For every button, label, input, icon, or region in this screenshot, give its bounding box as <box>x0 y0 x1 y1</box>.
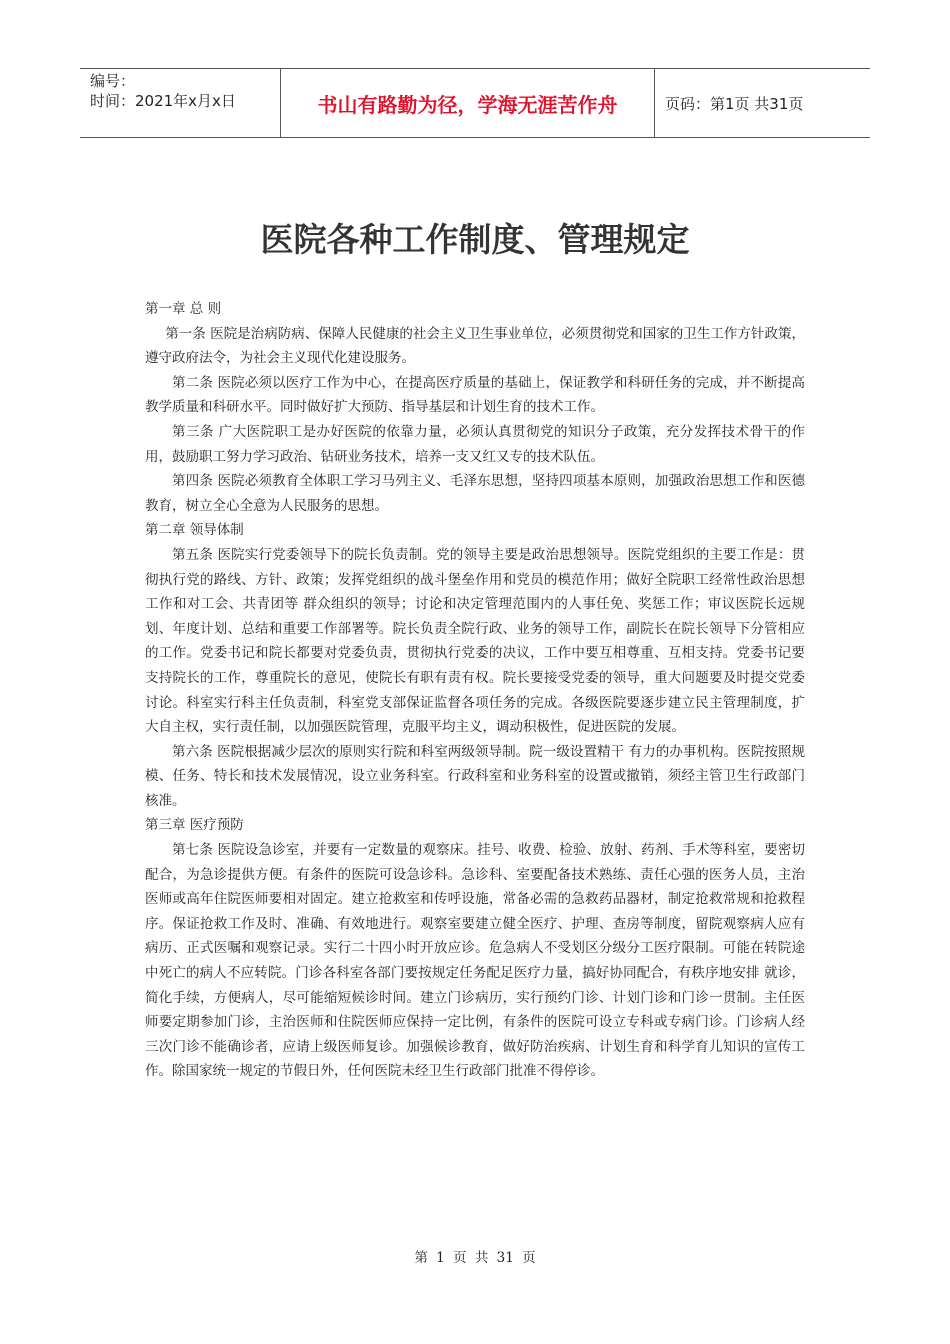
article-paragraph: 第七条 医院设急诊室，并要有一定数量的观察床。挂号、收费、检验、放射、药剂、手术等科室，要密切配合，为急诊提供方便。有条件的医院可设急诊科。急诊科、室要配备技术熟练、责任心强的医务人员，主治医师或高年住院医师要相对固定。建立抢救室和传呼设施，常备必需的急救药品器材，制定抢救常规和抢救程序。保证抢救工作及时、准确、有效地进行。观察室要建立健全医疗、护理、查房等制度，留院观察病人应有病历、正式医嘱和观察记录。实行二十四小时开放应诊。危急病人不受划区分级分工医疗限制。可能在转院途中死亡的病人不应转院。门诊各科室各部门要按规定任务配足医疗力量，搞好协同配合，有秩序地安排 就诊，简化手续，方便病人，尽可能缩短候诊时间。建立门诊病历，实行预约门诊、计划门诊和门诊一贯制。主任医师要定期参加门诊，主治医师和住院医师应保持一定比例，有条件的医院可设立专科或专病门诊。门诊病人经三次门诊不能确诊者，应请上级医师复诊。加强候诊教育，做好防治疾病、计划生育和科学育儿知识的宣传工作。除国家统一规定的节假日外，任何医院未经卫生行政部门批准不得停诊。 <box>145 842 805 1080</box>
article-paragraph: 第一条 医院是治病防病、保障人民健康的社会主义卫生事业单位，必须贯彻党和国家的卫生工作方针政策，遵守政府法令，为社会主义现代化建设服务。 <box>145 325 805 367</box>
article-paragraph: 第二条 医院必须以医疗工作为中心，在提高医疗质量的基础上，保证教学和科研任务的完成，并不断提高教学质量和科研水平。同时做好扩大预防、指导基层和计划生育的技术工作。 <box>145 374 805 416</box>
header-meta <box>80 69 281 137</box>
article-paragraph: 第六条 医院根据减少层次的原则实行院和科室两级领导制。院一级设置精干 有力的办事机构。医院按照规模、任务、特长和技术发展情况，设立业务科室。行政科室和业务科室的设置或撤销，须经主管卫生行政部门核准。 <box>145 743 805 809</box>
document-title: 医院各种工作制度、管理规定 <box>260 220 690 259</box>
time-label: 时间：2021年x月x日 <box>90 92 236 110</box>
article-paragraph: 第四条 医院必须教育全体职工学习马列主义、毛泽东思想，坚持四项基本原则，加强政治思想工作和医德教育，树立全心全意为人民服务的思想。 <box>145 473 805 514</box>
article-paragraph: 第三条 广大医院职工是办好医院的依靠力量，必须认真贯彻党的知识分子政策，充分发挥技术骨干的作用，鼓励职工努力学习政治、钻研业务技术，培养一支又红又专的技术队伍。 <box>145 423 805 465</box>
number-label: 编号： <box>90 72 136 90</box>
document-body <box>145 297 805 1084</box>
page-footer: 第 1 页 共 31 页 <box>414 1250 536 1266</box>
header-page-info: 页码：第1页 共31页 <box>665 94 804 113</box>
chapter-heading: 第三章 医疗预防 <box>145 817 244 834</box>
page-header <box>80 68 870 138</box>
header-motto: 书山有路勤为径，学海无涯苦作舟 <box>281 69 655 137</box>
chapter-heading: 第二章 领导体制 <box>145 522 244 539</box>
chapter-heading: 第一章 总 则 <box>145 301 222 317</box>
article-paragraph: 第五条 医院实行党委领导下的院长负责制。党的领导主要是政治思想领导。医院党组织的主要工作是：贯彻执行党的路线、方针、政策；发挥党组织的战斗堡垒作用和党员的模范作用；做好全院职工经常性政治思想工作和对工会、共青团等 群众组织的领导；讨论和决定管理范围内的人事任免、奖惩工作；审议医院长远规划、年度计划、总结和重要工作部署等。院长负责全院行政、业务的领导工作，副院长在院长领导下分管相应的工作。党委书记和院长都要对党委负责，贯彻执行党委的决议，工作中要互相尊重、互相支持。党委书记要支持院长的工作，尊重院长的意见，使院长有职有责有权。院长要接受党委的领导，重大问题要及时提交党委讨论。科室实行科主任负责制，科室党支部保证监督各项任务的完成。各级医院要逐步建立民主管理制度，扩大自主权，实行责任制，以加强医院管理，克服平均主义，调动积极性，促进医院的发展。 <box>145 546 805 736</box>
